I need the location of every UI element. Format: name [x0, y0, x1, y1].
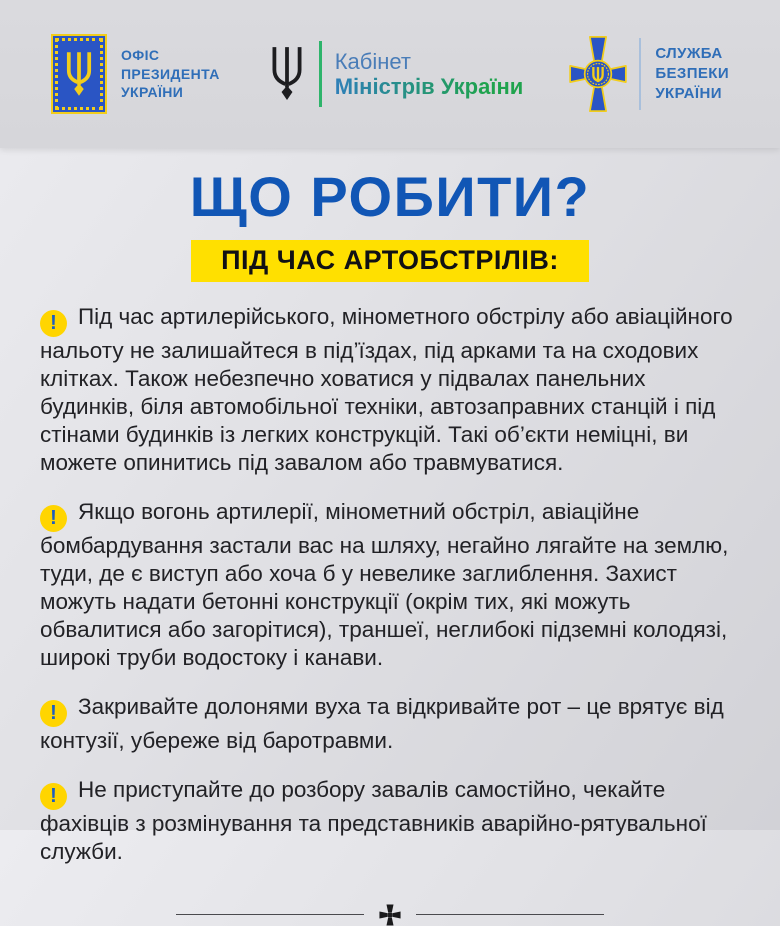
header-banner — [0, 0, 780, 148]
footer-cross-icon — [379, 904, 401, 926]
divider — [639, 38, 641, 110]
bullet-text: Не приступайте до розбору завалів самостійно, чекайте фахівців з розмінування та представників аварійно-рятувальної служби. — [40, 776, 707, 864]
president-office-label — [121, 46, 220, 101]
sbu-cross-icon — [569, 35, 627, 113]
divider — [416, 914, 604, 915]
label-line: ОФІС — [120, 47, 160, 64]
bullet-text: Якщо вогонь артилерії, мінометний обстріл, авіаційне бомбардування застали вас на шляху, негайно лягайте на землю, туди, де є виступ або хоча б у невелике заглиблення. Захист можуть надати бетонні конструкції (окрім тих, які можуть обвалитися або загорітися), траншеї, неглибокі підземні колодязі, широкі труби водостоку і канави. — [40, 498, 729, 670]
logo-security-service — [569, 35, 729, 113]
list-item — [40, 498, 740, 672]
warning-icon: ! — [40, 783, 67, 810]
bullet-text: Під час артилерійського, мінометного обстрілу або авіаційного нальоту не залишайтеся в під’їздах, під арками та на сходових клітках. Також небезпечно ховатися у підвалах панельних будинків, біля автомобільної техніки, автозаправних станцій і під стінами будинків із легких конструкцій. Такі об’єкти неміцні, ви можете опинитись під завалом або травмуватися. — [40, 304, 733, 475]
logo-cabinet-of-ministers — [266, 41, 524, 107]
footer-divider — [0, 904, 780, 926]
trident-icon — [266, 42, 308, 106]
trident-icon — [62, 48, 96, 100]
subtitle-highlight: ПІД ЧАС АРТОБСТРІЛІВ: — [191, 240, 589, 282]
label-line: СЛУЖБА — [655, 45, 723, 63]
page-title: ЩО РОБИТИ? — [189, 165, 591, 228]
list-item — [40, 303, 740, 477]
label-line: Міністрів України — [334, 74, 524, 99]
label-line: УКРАЇНИ — [120, 84, 184, 101]
president-emblem-icon — [51, 34, 107, 114]
bullet-text: Закривайте долонями вуха та відкривайте рот – це врятує від контузії, убереже від баротравми. — [40, 693, 724, 753]
label-line: УКРАЇНИ — [655, 84, 722, 102]
warning-icon: ! — [40, 505, 67, 532]
divider — [176, 914, 364, 915]
list-item — [40, 693, 740, 755]
logo-office-of-president — [51, 34, 220, 114]
warning-icon: ! — [40, 700, 67, 727]
label-line: Кабінет — [334, 48, 412, 74]
warning-icon: ! — [40, 310, 67, 337]
sbu-label — [655, 44, 729, 103]
label-line: БЕЗПЕКИ — [655, 65, 730, 83]
list-item — [40, 776, 740, 866]
cabinet-label — [335, 49, 524, 100]
instructions-list — [40, 303, 740, 866]
divider — [319, 41, 322, 107]
label-line: ПРЕЗИДЕНТА — [120, 65, 220, 82]
